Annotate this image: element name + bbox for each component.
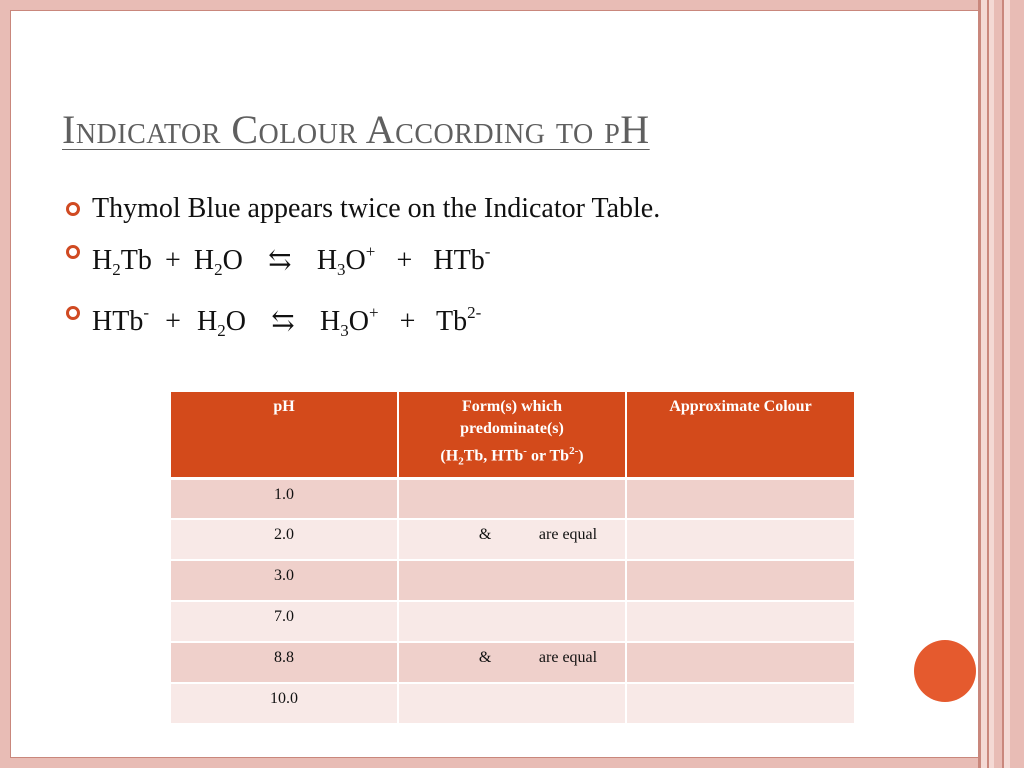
cell-colour xyxy=(626,601,854,642)
cell-colour xyxy=(626,642,854,683)
formula-h3o: $H_3O^+$ xyxy=(316,242,376,279)
cell-ph: 8.8 xyxy=(171,642,398,683)
cell-ph: 3.0 xyxy=(171,560,398,601)
frame-top xyxy=(0,0,980,10)
cell-form xyxy=(398,601,626,642)
bullet-item xyxy=(62,233,822,288)
formula-h2o: $H_2O$ xyxy=(193,245,243,279)
equilibrium-arrow-icon: ⇆ xyxy=(271,306,295,337)
table-row xyxy=(171,601,854,642)
plus-sign: + xyxy=(165,306,181,337)
cell-form: & are equal xyxy=(398,642,626,683)
slide-title: Indicator Colour According to pH xyxy=(62,107,650,152)
frame-top-line xyxy=(10,10,978,11)
plus-sign: + xyxy=(396,245,413,276)
formula-htb: HTb- xyxy=(433,242,491,276)
cell-ph: 10.0 xyxy=(171,683,398,724)
bullet-item xyxy=(62,294,822,349)
header-colour: Approximate Colour xyxy=(626,392,854,478)
cell-ph: 7.0 xyxy=(171,601,398,642)
equilibrium-arrow-icon: ⇆ xyxy=(268,245,292,276)
right-stripe xyxy=(1010,0,1024,768)
cell-colour xyxy=(626,519,854,560)
frame-bottom-line xyxy=(10,757,978,758)
cell-form xyxy=(398,478,626,519)
table-row xyxy=(171,683,854,724)
formula-tb: $Tb^{2-}$ xyxy=(436,303,482,337)
table-row xyxy=(171,642,854,683)
cell-colour xyxy=(626,478,854,519)
table-row xyxy=(171,478,854,519)
cell-form xyxy=(398,560,626,601)
formula-h2o: $H_2O$ xyxy=(197,306,246,340)
bullet-icon xyxy=(66,245,80,259)
formula-htb: HTb- xyxy=(92,303,149,337)
cell-ph: 1.0 xyxy=(171,478,398,519)
formula-h2tb: $H_2Tb$ xyxy=(92,245,152,279)
frame-left-line xyxy=(10,10,11,758)
frame-left xyxy=(0,0,10,768)
formula-h3o: $H_3O^+$ xyxy=(319,303,379,340)
header-form: Form(s) which predominate(s) ($H_2Tb$, HTb- or $Tb^{2-}$) xyxy=(398,392,626,478)
cell-colour xyxy=(626,683,854,724)
bullet-icon xyxy=(66,306,80,320)
table-row xyxy=(171,519,854,560)
cell-ph: 2.0 xyxy=(171,519,398,560)
bullet-list xyxy=(62,190,822,355)
plus-sign: + xyxy=(399,306,416,337)
cell-form: & are equal xyxy=(398,519,626,560)
header-ph: pH xyxy=(171,392,398,478)
decorative-circle xyxy=(914,640,976,702)
bullet-text: Thymol Blue appears twice on the Indicator Table. xyxy=(92,193,661,224)
bullet-item xyxy=(62,190,822,227)
plus-sign: + xyxy=(164,245,181,276)
bullet-icon xyxy=(66,202,80,216)
cell-colour xyxy=(626,560,854,601)
indicator-table xyxy=(171,392,854,725)
frame-bottom xyxy=(0,758,980,768)
right-stripe xyxy=(994,0,1002,768)
table-header-row xyxy=(171,392,854,478)
cell-form xyxy=(398,683,626,724)
table-row xyxy=(171,560,854,601)
